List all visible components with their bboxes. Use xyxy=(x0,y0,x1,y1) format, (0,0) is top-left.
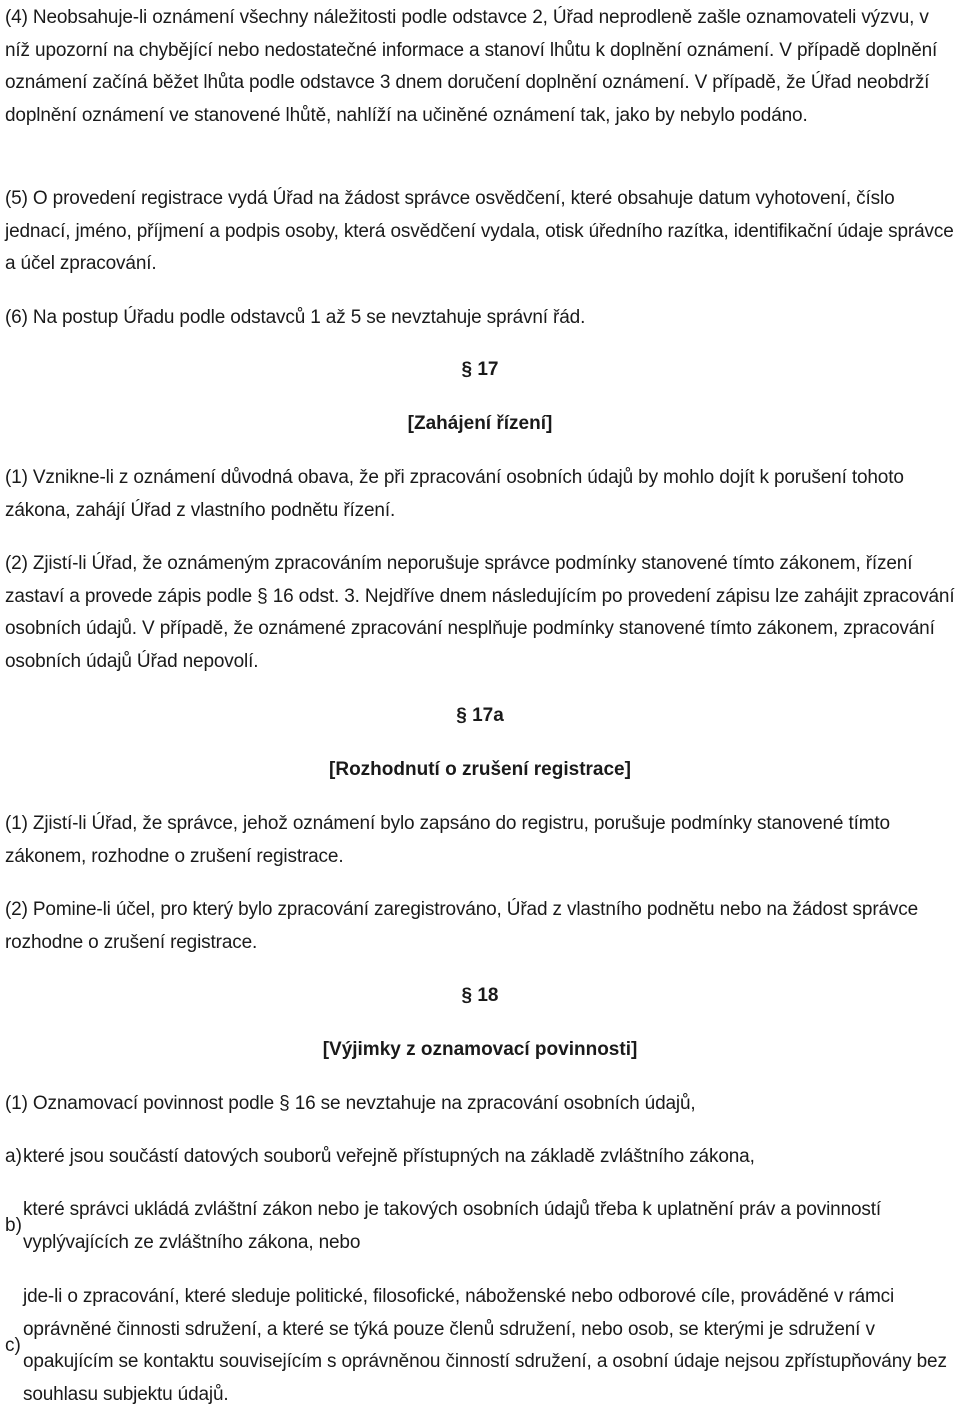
section-17-number: § 17 xyxy=(461,359,499,380)
section-18-number: § 18 xyxy=(461,985,499,1006)
section-17a-number: § 17a xyxy=(456,705,504,726)
section-17a-paragraph-1: (1) Zjistí-li Úřad, že správce, jehož oznámení bylo zapsáno do registru, porušuje podmínky stanovené tímto zákonem, rozhodne o zrušení registrace. xyxy=(5,813,890,867)
section-18-paragraph-1: (1) Oznamovací povinnost podle § 16 se nevztahuje na zpracování osobních údajů, xyxy=(5,1093,696,1114)
section-18-title: [Výjimky z oznamovací povinnosti] xyxy=(322,1039,638,1060)
list-text-c: jde-li o zpracování, které sleduje politické, filosofické, náboženské nebo odborové cíle, prováděné v rámci oprávněné činnosti sdružení, a které se týká pouze členů sdružení, nebo osob, se kterými je sdružení v opakujícím se kontaktu souvisejícím s oprávněnou činností sdružení, a osobní údaje nejsou zpřístupňovány bez souhlasu subjektu údajů. xyxy=(23,1286,947,1405)
paragraph-16-4: (4) Neobsahuje-li oznámení všechny náležitosti podle odstavce 2, Úřad neprodleně zašle oznamovateli výzvu, v níž upozorní na chybějící nebo nedostatečné informace a stanoví lhůtu k doplnění oznámení. V případě doplnění oznámení začíná běžet lhůta podle odstavce 3 dnem doručení doplnění oznámení. V případě, že Úřad neobdrží doplnění oznámení ve stanovené lhůtě, nahlíží na učiněné oznámení tak, jako by nebylo podáno. xyxy=(5,7,938,126)
list-text-b: které správci ukládá zvláštní zákon nebo je takových osobních údajů třeba k uplatnění práv a povinností vyplývajících ze zvláštního zákona, nebo xyxy=(23,1199,882,1253)
section-17a-title: [Rozhodnutí o zrušení registrace] xyxy=(329,759,631,780)
section-17-paragraph-2: (2) Zjistí-li Úřad, že oznámeným zpracováním neporušuje správce podmínky stanovené tímto zákonem, řízení zastaví a provede zápis podle § 16 odst. 3. Nejdříve dnem následujícím po provedení zápisu lze zahájit zpracování osobních údajů. V případě, že oznámené zpracování nesplňuje podmínky stanovené tímto zákonem, zpracování osobních údajů Úřad nepovolí. xyxy=(5,553,955,672)
section-17-paragraph-1: (1) Vznikne-li z oznámení důvodná obava, že při zpracování osobních údajů by mohlo dojít k porušení tohoto zákona, zahájí Úřad z vlastního podnětu řízení. xyxy=(5,467,904,521)
section-17-title: [Zahájení řízení] xyxy=(407,413,553,434)
list-marker-a: a) xyxy=(5,1146,22,1167)
list-text-a: které jsou součástí datových souborů veřejně přístupných na základě zvláštního zákona, xyxy=(23,1146,755,1167)
paragraph-16-6: (6) Na postup Úřadu podle odstavců 1 až 5 se nevztahuje správní řád. xyxy=(5,307,586,328)
list-marker-c: c) xyxy=(5,1335,21,1356)
section-17a-paragraph-2: (2) Pomine-li účel, pro který bylo zpracování zaregistrováno, Úřad z vlastního podnětu nebo na žádost správce rozhodne o zrušení registrace. xyxy=(5,899,919,953)
paragraph-16-5: (5) O provedení registrace vydá Úřad na žádost správce osvědčení, které obsahuje datum vyhotovení, číslo jednací, jméno, příjmení a podpis osoby, která osvědčení vydala, otisk úředního razítka, identifikační údaje správce a účel zpracování. xyxy=(5,188,954,274)
list-marker-b: b) xyxy=(5,1215,22,1236)
